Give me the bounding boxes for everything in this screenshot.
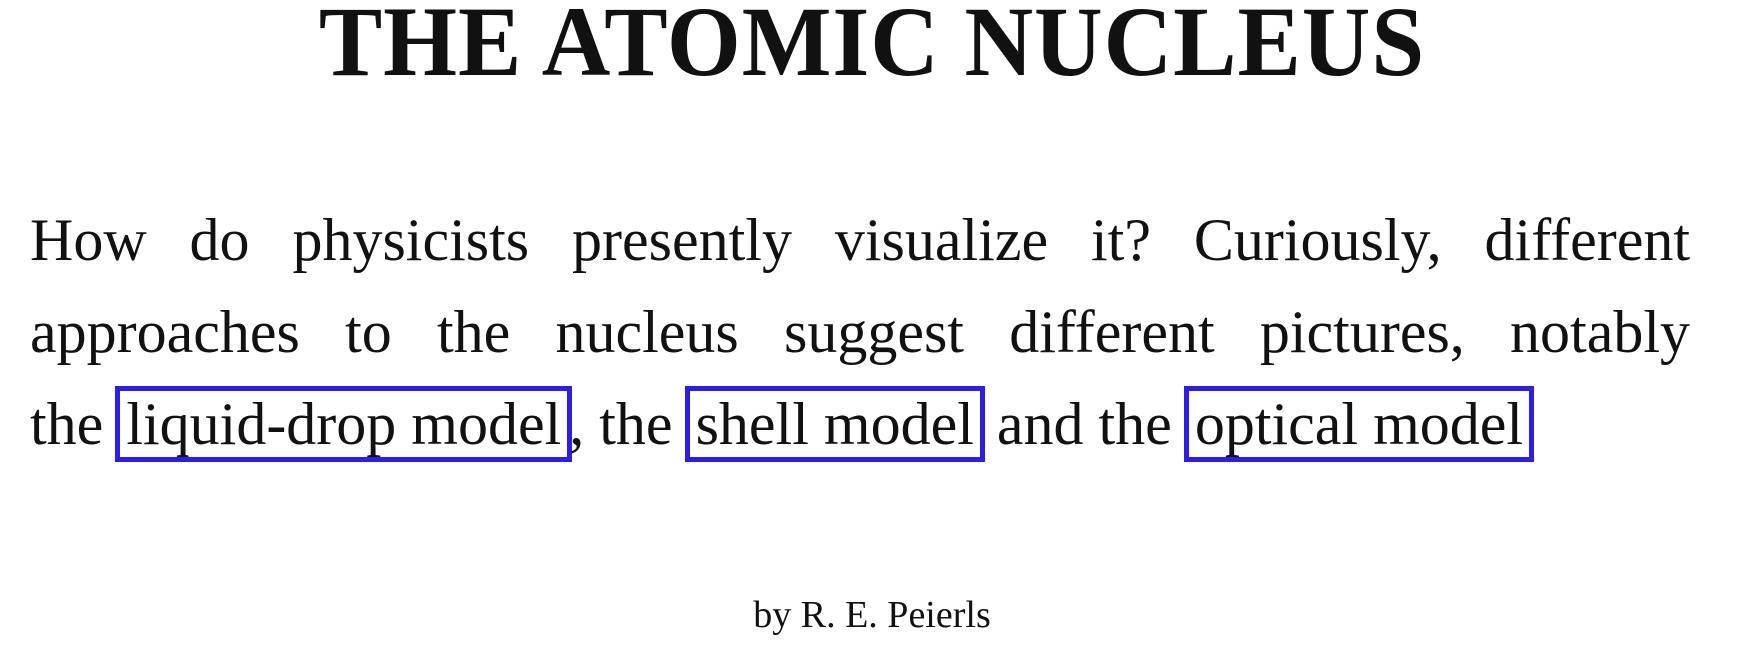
highlight-shell-model: shell model bbox=[685, 386, 985, 462]
article-title: THE ATOMIC NUCLEUS bbox=[318, 0, 1426, 97]
deck-line-2: approaches to the nucleus suggest different pictures, notably bbox=[30, 299, 1690, 365]
deck-separator-1: , the bbox=[569, 391, 688, 457]
author-byline: by R. E. Peierls bbox=[753, 594, 991, 636]
highlight-liquid-drop-model: liquid-drop model bbox=[115, 386, 572, 462]
deck-line-3 bbox=[30, 378, 1690, 470]
deck-line-3-prefix: the bbox=[30, 391, 119, 457]
deck-line-1: How do physicists presently visualize it? Curiously, different bbox=[30, 207, 1690, 273]
highlight-optical-model: optical model bbox=[1184, 386, 1534, 462]
deck-separator-2: and the bbox=[981, 391, 1187, 457]
article-deck bbox=[30, 194, 1690, 470]
